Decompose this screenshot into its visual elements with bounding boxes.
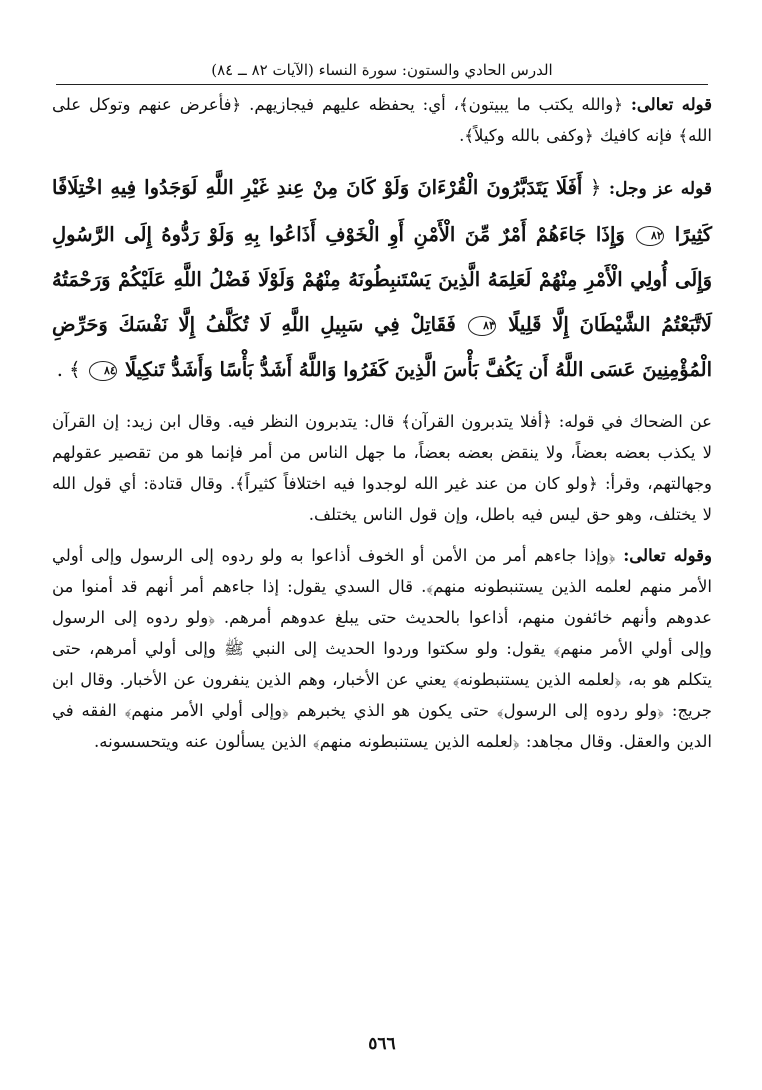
quran-open-bracket: ﴿ bbox=[589, 176, 602, 199]
paragraph-gap bbox=[52, 530, 712, 540]
verse-82-text: أَفَلَا يَتَدَبَّرُونَ الْقُرْءَانَ وَلَوْ كَانَ مِنْ عِندِ غَيْرِ اللَّهِ لَوَجَدُوا فِيهِ اخْتِلَافًا كَثِيرًا bbox=[52, 176, 712, 246]
paragraph-text: ﴿والله يكتب ما يبيتون﴾، أي: يحفظه عليهم فيجازيهم. ﴿فأعرض عنهم وتوكل على الله﴾ فإنه كافيك ﴿وكفى بالله وكيلاً﴾. bbox=[52, 95, 712, 145]
verse-84-number-marker: ٨٤ bbox=[89, 361, 117, 381]
paragraph-lead: قوله تعالى: bbox=[630, 95, 713, 114]
paragraph-text: ﴿وإذا جاءهم أمر من الأمن أو الخوف أذاعوا به ولو ردوه إلى الرسول وإلى أولي الأمر منهم لعلمه الذين يستنبطونه منهم﴾. قال السدي يقول: إذا جاءهم أمر أنهم قد أمنوا من عدوهم وأنهم خائفون منهم، أذاعوا بالحديث حتى يبلغ عدوهم أمرهم. ﴿ولو ردوه إلى الرسول وإلى أولي الأمر منهم﴾ يقول: ولو سكتوا وردوا الحديث إلى النبي ﷺ وإلى أولي أمرهم، حتى يتكلم هو به، ﴿لعلمه الذين يستنبطونه﴾ يعني عن الأخبار، وهم الذين ينفرون عن الأخبار. وقال ابن جريج: ﴿ولو ردوه إلى الرسول﴾ حتى يكون هو الذي يخبرهم ﴿وإلى أولي الأمر منهم﴾ الفقه في الدين والعقل. وقال مجاهد: ﴿لعلمه الذين يستنبطونه منهم﴾ الذين يسألون عنه ويتحسسونه. bbox=[52, 546, 712, 751]
verse-83-number-marker: ٨٣ bbox=[468, 316, 496, 336]
paragraph-commentary-1 bbox=[52, 89, 712, 151]
paragraph-commentary-3 bbox=[52, 540, 712, 757]
running-header bbox=[56, 58, 708, 85]
verse-84-text: فَقَاتِلْ فِي سَبِيلِ اللَّهِ لَا تُكَلَّفُ إِلَّا نَفْسَكَ وَحَرِّضِ الْمُؤْمِنِينَ عَسَى اللَّهُ أَن يَكُفَّ بَأْسَ الَّذِينَ كَفَرُوا وَاللَّهُ أَشَدُّ بَأْسًا وَأَشَدُّ تَنكِيلًا bbox=[52, 313, 712, 381]
verse-82-number-marker: ٨٢ bbox=[636, 226, 664, 246]
quran-close-bracket: ﴾ . bbox=[56, 358, 81, 381]
quran-verses-block bbox=[52, 165, 712, 392]
running-header-title: الدرس الحادي والستون: سورة النساء (الآيات ٨٢ ــ ٨٤) bbox=[211, 61, 553, 79]
quran-lead: قوله عز وجل: bbox=[608, 179, 713, 199]
paragraph-text: عن الضحاك في قوله: ﴿أفلا يتدبرون القرآن﴾ قال: يتدبرون النظر فيه. وقال ابن زيد: إن القرآن لا يكذب بعضه بعضاً، ولا ينقض بعضه بعضاً، ما جهل الناس من أمر فإنما هو من تقصير عقولهم وجهالتهم، وقرأ: ﴿ولو كان من عند غير الله لوجدوا فيه اختلافاً كثيراً﴾. وقال قتادة: أي قول الله لا يختلف، وهو حق ليس فيه باطل، وإن قول الناس يختلف. bbox=[52, 412, 712, 524]
page-number: ٥٦٦ bbox=[368, 1034, 396, 1054]
paragraph-commentary-2 bbox=[52, 406, 712, 530]
paragraph-lead: وقوله تعالى: bbox=[623, 546, 713, 565]
verse-83-text: وَإِذَا جَاءَهُمْ أَمْرٌ مِّنَ الْأَمْنِ أَوِ الْخَوْفِ أَذَاعُوا بِهِ وَلَوْ رَدُّوهُ إِلَى الرَّسُولِ وَإِلَى أُولِي الْأَمْرِ مِنْهُمْ لَعَلِمَهُ الَّذِينَ يَسْتَنبِطُونَهُ مِنْهُمْ وَلَوْلَا فَضْلُ اللَّهِ عَلَيْكُمْ وَرَحْمَتُهُ لَاتَّبَعْتُمُ الشَّيْطَانَ إِلَّا قَلِيلًا bbox=[52, 223, 712, 336]
book-page bbox=[52, 58, 712, 1068]
